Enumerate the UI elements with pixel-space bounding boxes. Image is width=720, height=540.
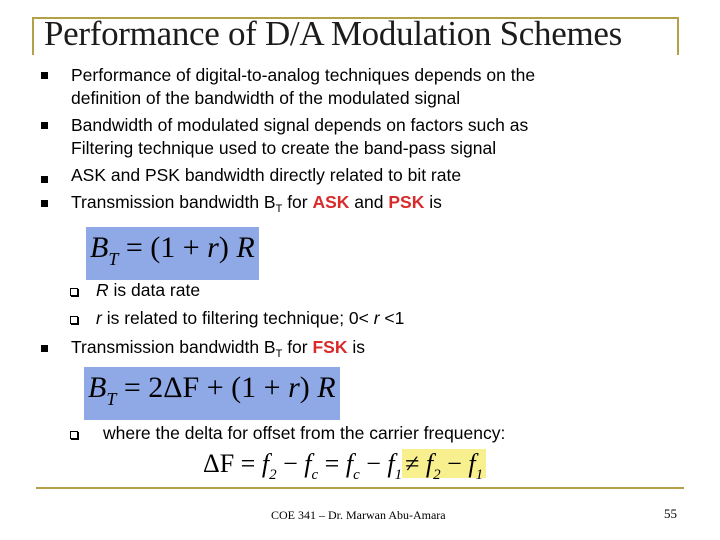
sub-bullet-1-text: is data rate <box>108 280 201 300</box>
bullet-1-line2: definition of the bandwidth of the modulated signal <box>71 88 461 108</box>
bullet-4-post: is <box>424 192 442 212</box>
page-number: 55 <box>664 506 677 521</box>
bullet-marker <box>41 72 48 79</box>
bullet-marker <box>41 345 48 352</box>
bullet-4-pre: Transmission bandwidth B <box>71 192 276 212</box>
eq3-sub1b: 1 <box>475 467 484 483</box>
equation-ask-psk-bandwidth <box>86 227 259 280</box>
sub-bullet-2 <box>96 307 404 330</box>
eq3-minus: − <box>276 449 305 478</box>
eq3-sub1: 1 <box>394 467 403 483</box>
bullet-2-line2: Filtering technique used to create the band-pass signal <box>71 138 497 158</box>
psk-label: PSK <box>388 192 425 212</box>
eq2-eq: = 2ΔF + (1 + <box>116 371 289 404</box>
eq3-delta: ΔF = <box>203 449 262 478</box>
eq3-f2b: f <box>425 449 434 478</box>
title-frame-right <box>677 17 679 55</box>
eq3-sub2b: 2 <box>433 467 441 483</box>
eq3-fc: f <box>304 449 312 478</box>
eq1-eq: = (1 + <box>118 231 208 264</box>
eq3-f1b: f <box>468 449 476 478</box>
eq1-R: R <box>236 231 255 264</box>
bullet-4-and: and <box>349 192 389 212</box>
bullet-4-sub: T <box>275 203 283 215</box>
bullet-5-pre: Transmission bandwidth B <box>71 337 276 357</box>
bullet-4-text <box>71 191 442 221</box>
eq2-lhs-sub: T <box>106 389 117 409</box>
sub-bullet-2-var: r <box>96 308 102 328</box>
eq3-sub2: 2 <box>269 467 277 483</box>
eq2-R: R <box>317 371 336 404</box>
ask-label: ASK <box>312 192 350 212</box>
eq1-lhs: B <box>90 231 109 264</box>
bullet-5-mid: for <box>282 337 313 357</box>
eq3-fc2: f <box>345 449 354 478</box>
sub-bullet-marker <box>70 316 78 324</box>
bullet-marker <box>41 200 48 207</box>
footer-divider <box>36 487 684 489</box>
bullet-4-mid: for <box>282 192 313 212</box>
sub-bullet-2-var2: r <box>373 308 380 328</box>
bullet-2-line1: Bandwidth of modulated signal depends on factors such as <box>71 115 529 135</box>
bullet-5-post: is <box>347 337 365 357</box>
eq3-minus2: − <box>359 449 388 478</box>
bullet-3-text: ASK and PSK bandwidth directly related to bit rate <box>71 165 462 185</box>
eq3-eqs: = <box>318 449 346 478</box>
sub-bullet-1-var: R <box>96 280 109 300</box>
eq3-f2: f <box>261 449 270 478</box>
sub-bullet-3: where the delta for offset from the carrier frequency: <box>103 423 506 443</box>
bullet-1-line1: Performance of digital-to-analog techniques depends on the <box>71 65 536 85</box>
sub-bullet-marker <box>70 431 78 439</box>
eq3-subc2: c <box>353 467 360 483</box>
bullet-marker <box>41 176 48 183</box>
eq2-close: ) <box>299 371 318 404</box>
footer-text: COE 341 – Dr. Marwan Abu-Amara <box>271 508 446 522</box>
eq3-f1: f <box>387 449 395 478</box>
equation-delta-f <box>203 447 486 492</box>
title-frame-left <box>32 17 34 55</box>
bullet-marker <box>41 122 48 129</box>
fsk-label: FSK <box>312 337 348 357</box>
equation-fsk-bandwidth <box>84 367 340 420</box>
slide-title: Performance of D/A Modulation Schemes <box>44 14 622 53</box>
eq2-r: r <box>288 371 300 404</box>
sub-bullet-1 <box>96 279 200 302</box>
sub-bullet-2-text: is related to filtering technique; 0< <box>101 308 374 328</box>
bullet-5-sub: T <box>275 348 283 360</box>
eq3-minus3: − <box>440 449 469 478</box>
eq3-highlight <box>402 449 486 483</box>
bullet-5-text <box>71 336 365 366</box>
eq3-neq: ≠ <box>405 449 426 478</box>
eq3-subc: c <box>311 467 319 483</box>
eq1-close: ) <box>218 231 237 264</box>
sub-bullet-2-text2: <1 <box>379 308 405 328</box>
eq1-lhs-sub: T <box>108 249 119 269</box>
eq1-r: r <box>207 231 219 264</box>
sub-bullet-marker <box>70 288 78 296</box>
eq2-lhs: B <box>88 371 107 404</box>
